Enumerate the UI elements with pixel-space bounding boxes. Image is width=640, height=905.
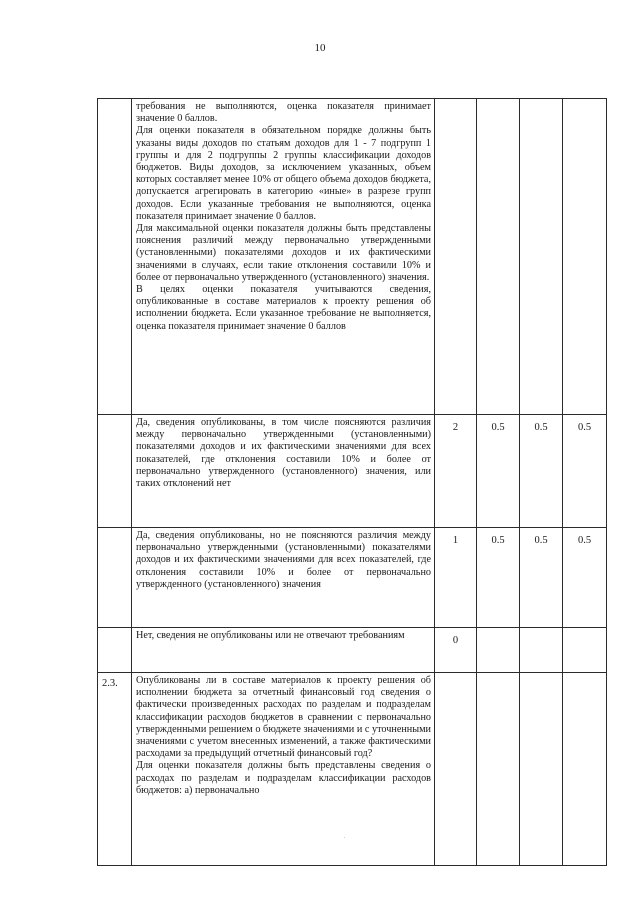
table-row <box>98 415 607 528</box>
score-cell: 1 <box>435 528 477 628</box>
score-cell <box>435 99 477 415</box>
paragraph: Да, сведения опубликованы, но не поясняются различия между первоначально утвержденными (установленными) показателями доходов и их фактическими значениями для всех показателей, где отклонения составили 10% и более от первоначально утвержденного (установленного) значения <box>136 530 431 590</box>
paragraph: Да, сведения опубликованы, в том числе поясняются различия между первоначально утвержденными (установленными) показателями доходов и их фактическими значениями для всех показателей, где отклонения составили 10% и более от первоначально утвержденного (установленного) значения, или таких отклонений нет <box>136 417 431 490</box>
score-cell <box>563 673 607 866</box>
table-row <box>98 673 607 866</box>
score-cell: 0.5 <box>477 415 520 528</box>
score-cell: 0.5 <box>563 415 607 528</box>
score-cell: 0.5 <box>520 528 563 628</box>
score-cell <box>477 628 520 673</box>
score-cell: 0 <box>435 628 477 673</box>
score-cell: 2 <box>435 415 477 528</box>
score-cell <box>477 673 520 866</box>
paragraph: Для максимальной оценки показателя должны быть представлены пояснения различий между первоначально утвержденными (установленными) показателями доходов и их фактическими значениями в случаях, если такие отклонения составили 10% и более от первоначально утвержденного (установленного) значения. <box>136 223 431 283</box>
page-number: 10 <box>314 42 326 54</box>
row-number-cell <box>98 99 132 415</box>
table-row <box>98 528 607 628</box>
criteria-text-cell <box>132 528 435 628</box>
table-row <box>98 628 607 673</box>
score-cell: 0.5 <box>477 528 520 628</box>
table-row <box>98 99 607 415</box>
criteria-text-cell <box>132 99 435 415</box>
score-cell <box>563 628 607 673</box>
paragraph: Нет, сведения не опубликованы или не отвечают требованиям <box>136 630 405 641</box>
score-cell <box>477 99 520 415</box>
paragraph: Для оценки показателя в обязательном порядке должны быть указаны виды доходов по статьям доходов для 1 - 7 подгрупп 1 группы и для 2 подгруппы 2 группы классификации доходов бюджетов. Виды доходов, за исключением указанных, объем которых составляет менее 10% от общего объема доходов бюджета, допускается агрегировать в категорию «иные» в разрезе групп доходов. Если указанные требования не выполняются, оценка показателя принимает значение 0 баллов. <box>136 125 431 222</box>
score-cell <box>563 99 607 415</box>
paragraph: Опубликованы ли в составе материалов к проекту решения об исполнении бюджета за отчетный финансовый год сведения о фактически произведенных расходах по разделам и подразделам классификации расходов бюджетов в сравнении с первоначально утвержденными решением о бюджете значениями и с уточненными значениями с учетом внесенных изменений, а также фактическими расходами за предыдущий отчетный финансовый год? <box>136 675 431 760</box>
score-cell: 0.5 <box>520 415 563 528</box>
paragraph: В целях оценки показателя учитываются сведения, опубликованные в составе материалов к проекту решения об исполнении бюджета. Если указанное требование не выполняется, оценка показателя принимает значение 0 баллов <box>136 284 431 332</box>
score-cell <box>435 673 477 866</box>
row-number-cell <box>98 415 132 528</box>
score-cell: 0.5 <box>563 528 607 628</box>
score-cell <box>520 628 563 673</box>
score-cell <box>520 673 563 866</box>
criteria-text-cell <box>132 415 435 528</box>
row-number-cell <box>98 628 132 673</box>
paragraph: требования не выполняются, оценка показателя принимает значение 0 баллов. <box>136 101 431 125</box>
criteria-text-cell <box>132 673 435 866</box>
criteria-table <box>97 98 607 866</box>
paragraph: Для оценки показателя должны быть представлены сведения о расходах по разделам и подразделам классификации расходов бюджетов: а) первоначально <box>136 760 431 796</box>
criteria-text-cell <box>132 628 435 673</box>
row-number-cell <box>98 528 132 628</box>
scan-speck: . <box>344 834 346 840</box>
row-number-cell: 2.3. <box>98 673 132 866</box>
score-cell <box>520 99 563 415</box>
